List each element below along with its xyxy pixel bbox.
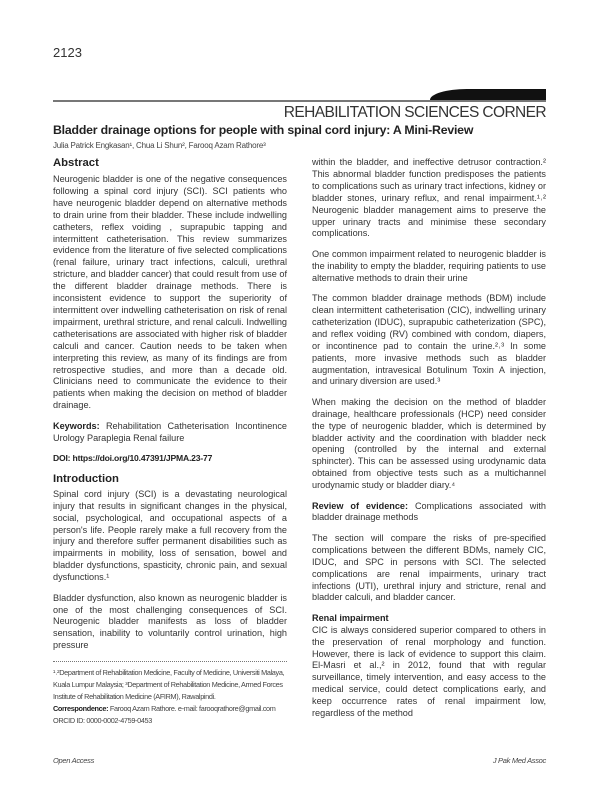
footer-journal: J Pak Med Assoc: [492, 756, 546, 766]
keywords-label: Keywords:: [53, 420, 100, 431]
body-paragraph: The section will compare the risks of pre-specified complications between the different BDMs, namely CIC, IDUC, and SPC in persons with SCI. The selected complications are renal impairments, urinary tract infections (UTI), urethral injury and stricture, renal and bladder calculi, and bladder cancer.: [312, 532, 546, 603]
affiliations: [53, 667, 287, 728]
review-label: Review of evidence:: [312, 500, 409, 511]
left-column: [53, 157, 287, 728]
review-of-evidence: [312, 501, 546, 525]
affiliation-text: ¹˒²Department of Rehabilitation Medicine, Faculty of Medicine, Universiti Malaya, Kuala Lumpur Malaysia; ³Department of Rehabilitation Medicine, Armed Forces Institute of Rehabilitation Medicine (AFIRM), Rawalpindi.: [53, 667, 285, 702]
authors: Julia Patrick Engkasan¹, Chua Li Shun², Farooq Azam Rathore³: [53, 141, 266, 150]
section-header: REHABILITATION SCIENCES CORNER: [283, 104, 546, 121]
footer-open-access: Open Access: [53, 756, 95, 766]
page-number: 2123: [53, 45, 82, 60]
body-paragraph: One common impairment related to neurogenic bladder is the inability to empty the bladder, requiring patients to use alternative methods to drain their urine: [312, 248, 546, 283]
abstract-text: Neurogenic bladder is one of the negative consequences following a spinal cord injury (SCI). SCI patients who have neurogenic bladder depend on alternative methods to drain urine from their bladder. These include indwelling catheters, reflex voiding , suprapubic tapping and intermittent catheterisation. This review summarizes evidence from the literature of five selected complications (renal failure, urinary tract infections, calculi, urethral stricture, and bladder cancer) that could result from use of the different bladder drainage methods. There is inconsistent evidence to support the superiority of intermittent over indwelling catheterisation on risk of renal impairment, urethral stricture, and renal calculi. Indwelling catheterisations are associated with higher risk of bladder calculi and cancer. Caution needs to be taken when interpreting this review, as many of its findings are from retrospective studies, and more than a decade old. Clinicians need to communicate the evidence to their patients when making the decision on method of bladder drainage.: [53, 174, 287, 411]
body-paragraph: When making the decision on the method of bladder drainage, healthcare professionals (HCP) need consider the type of neurogenic bladder, which is determined by bladder activity and the coordination with bladder neck opening (controlled by the internal and external sphincter). This can be assessed using urodynamic data obtained from objective tests such as a multichannel urodynamic study or bladder diary.⁴: [312, 396, 546, 491]
header-tab-decoration: [430, 89, 546, 100]
article-title: Bladder drainage options for people with spinal cord injury: A Mini-Review: [53, 123, 474, 137]
keywords: [53, 421, 287, 445]
footer: [53, 756, 546, 766]
right-column: [312, 157, 546, 728]
correspondence-label: Correspondence:: [53, 704, 109, 714]
introduction-heading: Introduction: [53, 472, 119, 485]
correspondence-text: Farooq Azam Rathore. e-mail: farooqrathore@gmail.com: [108, 704, 276, 714]
abstract-heading: Abstract: [53, 157, 99, 169]
intro-paragraph: Spinal cord injury (SCI) is a devastating neurological injury that results in significant changes in the physical, social, psychological, and occupational aspects of a person's life. People rarely make a full recovery from the injury and therefore suffer permanent disabilities such as impairments in mobility, loss of sensation, bowel and bladder dysfunctions, spasticity, chronic pain, and sexual dysfunctions.¹: [53, 488, 287, 583]
intro-paragraph: Bladder dysfunction, also known as neurogenic bladder is one of the most challenging consequences of SCI. Neurogenic bladder manifests as loss of bladder sensation, inability to voluntarily control urination, high pressure: [53, 592, 287, 651]
header-rule: [53, 100, 546, 102]
columns: [53, 157, 546, 728]
renal-impairment-heading: Renal impairment: [312, 612, 389, 623]
doi[interactable]: DOI: https://doi.org/10.47391/JPMA.23-77: [53, 452, 213, 463]
footnote-divider: [53, 661, 287, 662]
body-paragraph: within the bladder, and ineffective detrusor contraction.² This abnormal bladder function predisposes the patients to complications such as urinary tract infections, kidney or bladder stones, urinary reflux, and renal impairment.¹˒² Neurogenic bladder management aims to preserve the upper urinary tracts and minimise these secondary complications.: [312, 157, 546, 239]
body-paragraph: CIC is always considered superior compared to others in the preservation of renal morphology and function. However, there is lack of evidence to support this claim. El-Masri et al.,² in 2012, found that with regular surveillance, timely intervention, and easy access to the medical service, could detect complications early, and keep occurrence rates of renal impairment low, regardless of the method: [312, 624, 546, 719]
keywords-text: Rehabilitation Catheterisation Incontinence Urology Paraplegia Renal failure: [53, 420, 287, 443]
correspondence: [53, 703, 287, 715]
orcid: ORCID ID: 0000-0002-4759-0453: [53, 716, 152, 726]
header-bar: [53, 89, 546, 103]
body-paragraph: The common bladder drainage methods (BDM) include clean intermittent catheterisation (CIC), indwelling urinary catheterization (IDUC), suprapubic catheterization (SPC), and reflex voiding (RV) combined with condom, diapers, or incontinence pad to contain the urine.²˒³ In some patients, more invasive methods such as bladder augmentation, intravesical Botulinum Toxin A injection, and urinary diversion are used.³: [312, 293, 546, 387]
review-text: Complications associated with bladder drainage methods: [312, 500, 546, 523]
